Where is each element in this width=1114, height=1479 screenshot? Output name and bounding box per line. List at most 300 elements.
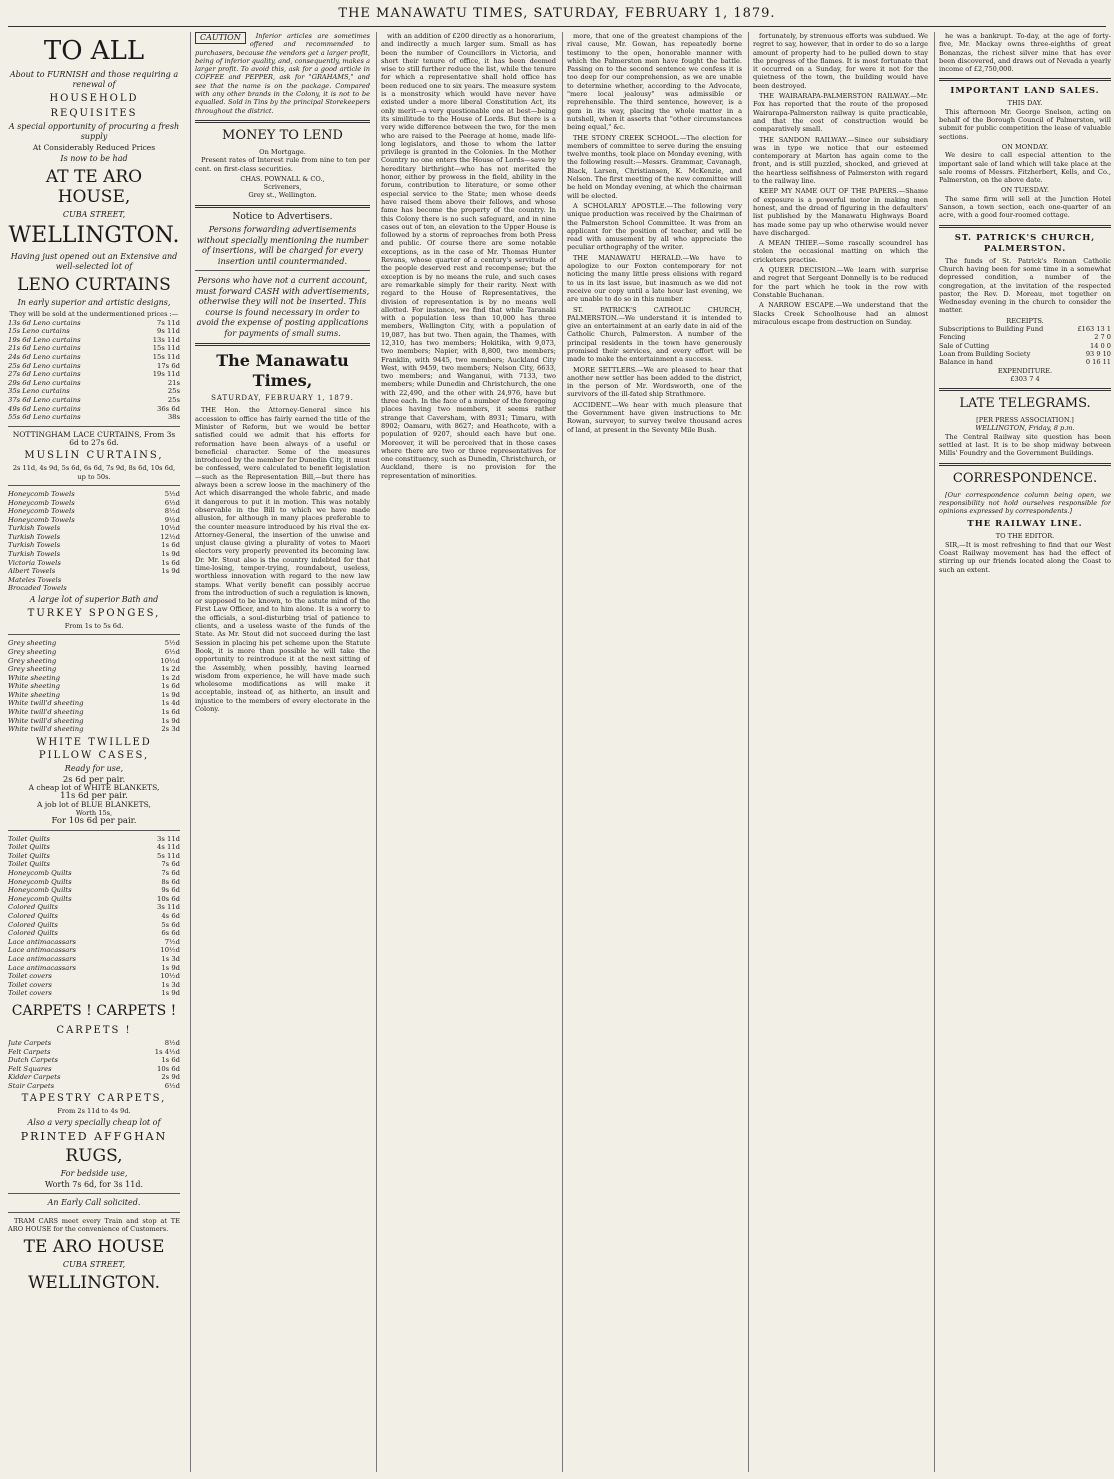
divider bbox=[8, 1212, 180, 1213]
caution-text: Inferior articles are sometimes offered and recommended to purchasers, because the vendors get a larger profit, being of inferior quality, and, consequently, makes a larger profit. To avoid this, ask for a good article in COFFEE and PEPPER, ask for "GRAHAMS," and see that the name is on the package. Compared with any other brands in the Colony, it is not to be equalled. Sold in Tins by the principal Storekeepers throughout the district. bbox=[195, 32, 370, 115]
ad-muslin: MUSLIN CURTAINS, bbox=[24, 450, 164, 462]
money-firm: CHAS. POWNALL & CO., bbox=[240, 174, 325, 183]
price-row bbox=[8, 499, 180, 508]
price-row bbox=[8, 699, 180, 708]
telegram-text: The Central Railway site question has been settled at last. It is to be shop midway between Mills' Foundry and the Government Buildings. bbox=[939, 432, 1111, 458]
price-item: Toilet covers bbox=[8, 989, 52, 998]
press-association: [PER PRESS ASSOCIATION.] bbox=[976, 416, 1074, 425]
price-row bbox=[8, 886, 180, 895]
price-value: 3s 11d bbox=[157, 903, 180, 912]
price-value: 93 9 10 bbox=[1085, 349, 1111, 358]
price-item: 15s Leno curtains bbox=[8, 327, 70, 336]
price-item: Honeycomb Towels bbox=[8, 498, 75, 507]
price-row bbox=[939, 333, 1111, 341]
price-item: Honeycomb Quilts bbox=[8, 886, 72, 895]
divider bbox=[195, 270, 370, 271]
price-row bbox=[939, 350, 1111, 358]
item-head: MORE SETTLERS. bbox=[573, 365, 637, 374]
price-value: 1s 2d bbox=[161, 673, 180, 682]
land-text-2: We desire to call especial attention to the important sale of land which will take place at the sale rooms of Messrs. Fitzherbert, Kells, and Co., Palmerston, on the above date. bbox=[939, 151, 1111, 185]
caution-badge: CAUTION bbox=[195, 32, 246, 44]
price-item: Turkish Towels bbox=[8, 541, 61, 550]
price-value: 5s 11d bbox=[157, 851, 180, 860]
price-value: 2s 3d bbox=[161, 725, 180, 734]
price-value: 3s 11d bbox=[157, 834, 180, 843]
price-item: Brocaded Towels bbox=[8, 584, 67, 593]
price-item: White twill'd sheeting bbox=[8, 708, 84, 717]
price-item: Felt Squares bbox=[8, 1064, 52, 1073]
price-row bbox=[8, 1056, 180, 1065]
price-row bbox=[8, 972, 180, 981]
item-text: —We have to apologize to our Foxton contemporary for not noticing the many little press elisions with regard to us in its last issue, but inasmuch as we did not receive our copy until a late hour last evening, we are unable to do so in this number. bbox=[567, 253, 742, 304]
price-row bbox=[8, 1039, 180, 1048]
price-value: 10s 6d bbox=[157, 894, 180, 903]
price-row bbox=[8, 912, 180, 921]
price-row bbox=[8, 657, 180, 666]
item-text: —We understand it is intended to give an entertainment at an early date in aid of the Catholic Church, Palmerston. A number of the principal residents in the town have generously promised their services, and every effort will be made to make the entertainment a success. bbox=[567, 313, 742, 364]
price-value: 8½d bbox=[164, 507, 180, 516]
price-row bbox=[8, 878, 180, 887]
price-item: Sale of Cutting bbox=[939, 341, 990, 350]
price-row bbox=[8, 860, 180, 869]
item-head: A MEAN THIEF. bbox=[759, 239, 819, 248]
price-value: 1s 9d bbox=[161, 963, 180, 972]
price-row bbox=[8, 1073, 180, 1082]
ad-about: About to FURNISH and those requiring a renewal of bbox=[9, 70, 179, 89]
price-row bbox=[8, 396, 180, 405]
land-this-day: THIS DAY. bbox=[1007, 99, 1043, 108]
notice-2: Persons who have not a current account, must forward CASH with advertisements, otherwise they will not be inserted. This course is found necessary in order to avoid the expense of posting applications for payments of small sums. bbox=[195, 275, 370, 338]
ad-tram: TRAM CARS meet every Train and stop at TE ARO HOUSE for the convenience of Customers. bbox=[8, 1217, 180, 1234]
item-head: KEEP MY NAME OUT OF THE PAPERS. bbox=[759, 187, 899, 196]
ad-afghan: PRINTED AFFGHAN bbox=[20, 1129, 168, 1143]
ad-blue: A job lot of BLUE BLANKETS, bbox=[37, 799, 151, 809]
price-value: 6½d bbox=[164, 1081, 180, 1090]
money-text: Present rates of Interest rule from nine to ten per cent. on first-class securities. bbox=[195, 156, 370, 173]
price-row bbox=[8, 387, 180, 396]
ad-afghan-pre: Also a very specially cheap lot of bbox=[27, 1117, 161, 1127]
ad-early: An Early Call solicited. bbox=[47, 1198, 141, 1208]
price-item: 13s 6d Leno curtains bbox=[8, 318, 81, 327]
price-row bbox=[8, 370, 180, 379]
price-item: Balance in hand bbox=[939, 358, 993, 367]
price-row bbox=[8, 336, 180, 345]
divider bbox=[939, 388, 1111, 391]
price-value: 9s 11d bbox=[157, 327, 180, 336]
ad-ready: Ready for use, bbox=[64, 763, 124, 773]
price-row bbox=[8, 869, 180, 878]
price-value: 1s 4½d bbox=[154, 1047, 180, 1056]
price-value: 10½d bbox=[160, 946, 180, 955]
price-row bbox=[8, 708, 180, 717]
price-row bbox=[8, 639, 180, 648]
price-item: Albert Towels bbox=[8, 567, 56, 576]
price-value: 21s bbox=[167, 378, 180, 387]
price-item: Lace antimacassars bbox=[8, 963, 77, 972]
price-value: 8½d bbox=[164, 1038, 180, 1047]
price-item: Grey sheeting bbox=[8, 647, 57, 656]
price-row bbox=[8, 895, 180, 904]
price-item: Honeycomb Towels bbox=[8, 489, 75, 498]
masthead: THE MANAWATU TIMES, SATURDAY, FEBRUARY 1, 1879. bbox=[338, 6, 776, 21]
divider bbox=[8, 634, 180, 635]
price-value: 15s 11d bbox=[152, 352, 180, 361]
item-text: —We are pleased to hear that another new settler has been added to the district, in the person of Mr. Wordsworth, one of the survivors of the ill-fated ship Strathmore. bbox=[567, 365, 742, 399]
divider bbox=[939, 78, 1111, 81]
price-row bbox=[8, 717, 180, 726]
price-row bbox=[8, 946, 180, 955]
price-item: Toilet Quilts bbox=[8, 843, 50, 852]
price-value: 10½d bbox=[160, 524, 180, 533]
ad-reduced: At Considerably Reduced Prices bbox=[32, 143, 156, 152]
price-row bbox=[8, 835, 180, 844]
ad-rugs: RUGS, bbox=[65, 1145, 123, 1166]
ad-tearo: TE ARO HOUSE bbox=[23, 1236, 165, 1257]
item-text: —We learn with surprise and regret that Sergeant Donnelly is to be reduced for the part which he took in the row with Constable Buchanan. bbox=[753, 266, 928, 299]
ad-household: HOUSEHOLD bbox=[49, 93, 139, 104]
ad-leno: LENO CURTAINS bbox=[17, 275, 171, 296]
money-scriveners: Scriveners, bbox=[263, 183, 302, 192]
price-row bbox=[8, 567, 180, 576]
price-value: 10½d bbox=[160, 972, 180, 981]
price-value: 1s 9d bbox=[161, 550, 180, 559]
leader-article: THE Hon. the Attorney-General since his accession to office has fairly earned the title of the Minister of Reform, but we would be better satisfied could we admit that his efforts for reformation have been always of a useful or beneficial character. Some of the measures introduced by the member for Dunedin City, it must be confessed, were calculated to benefit legislation—such as the Representation Bill,—but there has always been a screw loose in the machinery of the Act which disarranged the whole fabric, and made it dangerous to put it in motion. This was notably observable in the Bill to which we have made allusion, for although in many places preferable to the counter measure introduced by his rival the ex-Attorney-General, the insertion of the unwise and unjust clause giving a plurality of votes to Maori electors very properly prevented its becoming law. Dr. Mr. Stout also is the country indebted for that time-losing, temper-trying, roundabout, useless, worthless innovation with regard to the new law stamps. What verily benefit can possibly accrue from the introduction of such a regulation is known, or supposed to be known, to the astute mind of the First Law Officer, and to him alone. It is a worry to the officials, a soul-disturbing trial of patience to clients, and a useless waste of the funds of the State. As Mr. Stout did not succeed during the last Session in placing his pet scheme upon the Statute Book, it is more than possible he will take the opportunity to reintroduce it at the next sitting of the Assembly, when possibly, having learned wisdom from experience, he will have made such wholesome modifications as will make it acceptable, instead of, as hitherto, an insult and injustice to the members of every electorate in the Colony. bbox=[195, 406, 370, 714]
price-value: 25s bbox=[167, 387, 180, 396]
price-row bbox=[8, 691, 180, 700]
divider bbox=[195, 120, 370, 123]
price-row bbox=[8, 674, 180, 683]
price-item: Colored Quilts bbox=[8, 920, 58, 929]
price-item: Felt Carpets bbox=[8, 1047, 51, 1056]
price-value: 1s 9d bbox=[161, 567, 180, 576]
price-row bbox=[8, 353, 180, 362]
ad-cuba2: CUBA STREET, bbox=[62, 1259, 126, 1269]
ad-cuba: CUBA STREET, bbox=[62, 210, 126, 220]
price-item: 29s 6d Leno curtains bbox=[8, 378, 81, 387]
quilt-price-list bbox=[8, 835, 180, 998]
divider bbox=[939, 463, 1111, 466]
price-item: Kidder Carpets bbox=[8, 1073, 61, 1082]
price-value: 36s 6d bbox=[157, 404, 180, 413]
price-row bbox=[8, 507, 180, 516]
item-head: ACCIDENT. bbox=[573, 400, 612, 409]
price-item: Stair Carpets bbox=[8, 1081, 55, 1090]
price-value: 5½d bbox=[164, 489, 180, 498]
price-row bbox=[8, 550, 180, 559]
item-text: —We understand that the Slacks Creek Schoolhouse had an almost miraculous escape from destruction on Sunday. bbox=[753, 301, 928, 326]
price-value: 17s 6d bbox=[157, 361, 180, 370]
paper-title: The Manawatu Times, bbox=[216, 351, 349, 391]
price-value: 0 16 11 bbox=[1085, 358, 1111, 367]
ad-tapestry: TAPESTRY CARPETS, bbox=[21, 1093, 167, 1105]
price-row bbox=[8, 921, 180, 930]
ad-muslin-prices: 2s 11d, 4s 9d, 5s 6d, 6s 6d, 7s 9d, 8s 6d, 10s 6d, up to 50s. bbox=[12, 464, 176, 481]
price-value: 1s 3d bbox=[161, 954, 180, 963]
masthead-rule bbox=[8, 26, 1106, 27]
ad-wellington2: WELLINGTON. bbox=[27, 1272, 161, 1293]
railway-head: THE RAILWAY LINE. bbox=[967, 519, 1083, 530]
land-monday: ON MONDAY. bbox=[1001, 142, 1049, 151]
price-item: Toilet covers bbox=[8, 972, 52, 981]
price-row bbox=[8, 584, 180, 593]
price-value: 1s 9d bbox=[161, 690, 180, 699]
divider bbox=[939, 225, 1111, 228]
column-6 bbox=[934, 32, 1111, 1472]
item-head: THE MANAWATU HERALD. bbox=[573, 253, 683, 262]
price-value: 1s 6d bbox=[161, 558, 180, 567]
price-item: 21s 6d Leno curtains bbox=[8, 344, 81, 353]
money-head: MONEY TO LEND bbox=[222, 127, 343, 143]
price-item: Lace antimacassars bbox=[8, 937, 77, 946]
to-the-editor: TO THE EDITOR. bbox=[995, 532, 1055, 541]
price-item: Victoria Towels bbox=[8, 558, 61, 567]
price-item: Honeycomb Towels bbox=[8, 515, 75, 524]
price-row bbox=[8, 1082, 180, 1091]
price-item: Honeycomb Towels bbox=[8, 507, 75, 516]
article-text: fortunately, by strenuous efforts was subdued. We regret to say, however, that in order to do so a large amount of property had to be pulled down to stay the progress of the flames. It is most fortunate that it occurred on a Sunday, for were it not for the quietness of the town, the building would have been destroyed. bbox=[753, 32, 928, 90]
price-row bbox=[8, 576, 180, 585]
divider bbox=[195, 343, 370, 346]
article-text: with an addition of £200 directly as a honorarium, and indirectly a much larger sum. Small as has been the number of Councillors in Victoria, and short their tenure of office, it has been deemed wise to still further reduce the list, while the tenure for which a representative shall hold office has been reduced one to six years. The measure system is a monstrosity which would have never have existed under a more liberal Constitution Act, its only merit—a very questionable one at best—being its similitude to the House of Lords. But there is a very wide difference between the two, for the men who are raised to the Peerage at home, made life-long legislators, and those to whom the latter privilege is granted in the Colonies. In the Mother Country no one enters the House of Lords—save by hereditary birthright—who has not merited the honor, either by prowess in the field, ability in the forum, contribution to literature, or some other especial service to the State; men whose deeds have raised them above their fellows, and whose fame has become the property of the country. In this Colony there is no such safeguard, and in nine cases out of ten, an elevation to the Upper House is followed by a storm of reproaches from both Press and public. Of course there are some notable exceptions, as in the case of Mr. Thomas Hunter Revans, whose quarter of a century's servitude of the people deserved rest and recompense; but the exception is by no means the rule, and such cases are remarkable simply for their rarity. Next with regard to the House of Representatives, the division of representation is by no means well allotted. For instance, we find that while Taranaki with a population less than 10,000 has three members, Wellington City, with a population of 19,087, has but two. Then again, the Thames, with 12,310, has two members; Hokitika, with 9,073, two members; Napier, with 8,800, two members; Franklin, with 9445, two members; Auckland City West, with 9459, two members; Nelson City, 6633, two members; and Wanganui, with 7133, two members; while Dunedin and Christchurch, the one with 22,490, and the other with 24,976, have but three each. In the face of a number of the foregoing places having two members, it seems rather strange that Caversham, with 8931; Timaru, with 8902; Oamaru, with 8627; and Heathcote, with a population of 9207, should each have but one. Moreover, it will be perceived that in those cases where there are two or three representatives for one constituency, such as Dunedin, Christchurch, or Auckland, there is no provision for the representation of minorities. bbox=[381, 32, 556, 480]
receipts-head: RECEIPTS. bbox=[1006, 316, 1044, 325]
ad-worth: Worth 15s, bbox=[75, 809, 113, 818]
item-head: A SCHOLARLY APOSTLE. bbox=[573, 201, 667, 210]
ad-sold: They will be sold at the undermentioned prices :— bbox=[9, 310, 179, 319]
item-text: —Shame of exposure is a powerful motor in making men honest, and the dread of figuring in the defaulters' list published by the Manawatu Highways Board has made some pay up who otherwise would never have discharged. bbox=[753, 187, 928, 237]
money-mortgage: On Mortgage. bbox=[259, 147, 306, 156]
price-value: 1s 9d bbox=[161, 716, 180, 725]
price-value: 4s 6d bbox=[161, 911, 180, 920]
correspondence-note: [Our correspondence column being open, we responsibility not hold ourselves responsible for opinions expressed by correspondents.] bbox=[939, 490, 1111, 516]
land-sales-head: IMPORTANT LAND SALES. bbox=[950, 86, 1100, 97]
price-item: 19s 6d Leno curtains bbox=[8, 335, 81, 344]
telegram-dateline: WELLINGTON, Friday, 8 p.m. bbox=[975, 424, 1075, 433]
price-row bbox=[8, 964, 180, 973]
price-row bbox=[8, 327, 180, 336]
price-item: Lace antimacassars bbox=[8, 946, 77, 955]
price-row bbox=[8, 981, 180, 990]
price-row bbox=[8, 413, 180, 422]
price-item: Honeycomb Quilts bbox=[8, 894, 72, 903]
price-item: 35s Leno curtains bbox=[8, 387, 70, 396]
ad-tapestry-price: From 2s 11d to 4s 9d. bbox=[57, 1107, 131, 1116]
notice-head: Notice to Advertisers. bbox=[232, 211, 333, 222]
towel-price-list bbox=[8, 490, 180, 593]
price-item: Toilet covers bbox=[8, 980, 52, 989]
column-2 bbox=[190, 32, 370, 1472]
accounts-total: £303 7 4 bbox=[1010, 374, 1040, 383]
ad-pillow-price: 2s 6d per pair. bbox=[62, 774, 126, 785]
item-text: —Since our subsidiary was in type we notice that our esteemed contemporary at Marton has again come to the front, and is still puzzled, shocked, and grieved at the heartless selfishness of Palmerston with regard to the railway line. bbox=[753, 135, 928, 186]
price-row bbox=[8, 1048, 180, 1057]
ad-now: Is now to be had bbox=[60, 154, 128, 164]
ad-blue-price: For 10s 6d per pair. bbox=[51, 816, 137, 827]
price-item: Mateles Towels bbox=[8, 575, 62, 584]
price-item: Grey sheeting bbox=[8, 665, 57, 674]
price-value: 6½d bbox=[164, 647, 180, 656]
price-value: 10s 6d bbox=[157, 1064, 180, 1073]
ad-bath: A large lot of superior Bath and bbox=[29, 595, 159, 605]
item-text: —The election for members of committee to serve during the ensuing twelve months, took place on Monday evening, with the following result:—Messrs. Grammar, Cavanagh, Black, Larsen, Christiansen, K. McKenzie, and Nelson. The first meeting of the new committee will be held on Monday evening, at which the chairman will be elected. bbox=[567, 133, 742, 200]
price-row bbox=[8, 648, 180, 657]
article-text: he was a bankrupt. To-day, at the age of forty-five, Mr. Mackay owns three-eighths of great Bonanzas, the richest silver mine that has ever been discovered, and draws out of Nevada a yearly income of £2,750,000. bbox=[939, 32, 1111, 74]
price-row bbox=[8, 541, 180, 550]
price-value: 25s bbox=[167, 395, 180, 404]
price-value: 1s 6d bbox=[161, 682, 180, 691]
price-value: 6s 6d bbox=[161, 929, 180, 938]
divider bbox=[8, 426, 180, 427]
price-row bbox=[8, 665, 180, 674]
church-head: ST. PATRICK'S CHURCH, PALMERSTON. bbox=[954, 232, 1096, 254]
item-head: THE STONY CREEK SCHOOL. bbox=[573, 133, 680, 142]
divider bbox=[8, 1193, 180, 1194]
church-accounts bbox=[939, 325, 1111, 366]
expenditure-head: EXPENDITURE. bbox=[997, 366, 1053, 375]
ad-sponges: TURKEY SPONGES, bbox=[27, 608, 161, 620]
price-row bbox=[8, 955, 180, 964]
notice-1: Persons forwarding advertisements without specially mentioning the number of insertions, will be charged for every insertion until countermanded. bbox=[196, 224, 369, 266]
price-row bbox=[8, 524, 180, 533]
price-value: 5s 6d bbox=[161, 920, 180, 929]
price-item: Colored Quilts bbox=[8, 903, 58, 912]
price-value: 6½d bbox=[164, 498, 180, 507]
carpet-price-list bbox=[8, 1039, 180, 1091]
price-row bbox=[8, 362, 180, 371]
ad-blankets-price: 11s 6d per pair. bbox=[60, 791, 128, 802]
price-item: 27s 6d Leno curtains bbox=[8, 370, 81, 379]
price-value: 13s 11d bbox=[152, 335, 180, 344]
price-value: 1s 6d bbox=[161, 708, 180, 717]
price-value: 4s 11d bbox=[157, 843, 180, 852]
price-row bbox=[939, 342, 1111, 350]
item-head: THE WAIRARAPA-PALMERSTON RAILWAY. bbox=[759, 92, 911, 101]
ad-rugs-price: Worth 7s 6d, for 3s 11d. bbox=[45, 1179, 143, 1189]
price-row bbox=[8, 490, 180, 499]
ad-blankets: A cheap lot of WHITE BLANKETS, bbox=[28, 783, 160, 793]
price-value: 12½d bbox=[160, 532, 180, 541]
price-item: White sheeting bbox=[8, 682, 60, 691]
price-item: Turkish Towels bbox=[8, 524, 61, 533]
price-value: £163 13 1 bbox=[1077, 325, 1111, 334]
price-row bbox=[8, 344, 180, 353]
price-value: 15s 11d bbox=[152, 344, 180, 353]
price-row bbox=[8, 903, 180, 912]
ad-leno-sub: In early superior and artistic designs, bbox=[17, 298, 171, 308]
price-row bbox=[8, 319, 180, 328]
price-item: 25s 6d Leno curtains bbox=[8, 361, 81, 370]
price-item: Loan from Building Society bbox=[939, 349, 1031, 358]
ad-aro: AT TE ARO HOUSE, bbox=[45, 167, 143, 208]
ad-nottingham: NOTTINGHAM LACE CURTAINS, From 3s 6d to 27s 6d. bbox=[12, 429, 176, 448]
correspondence-head: CORRESPONDENCE. bbox=[952, 470, 1098, 486]
price-item: Toilet Quilts bbox=[8, 851, 50, 860]
price-row bbox=[939, 358, 1111, 366]
price-value: 1s 4d bbox=[161, 699, 180, 708]
price-value: 1s 6d bbox=[161, 1056, 180, 1065]
item-text: —The following very unique production was received by the Chairman of the Palmerston School Committee. It was from an applicant for the position of teacher, and will be read with amusement by all who appreciate the peculiar orthography of the writer. bbox=[567, 201, 742, 252]
price-value: 2s 9d bbox=[161, 1073, 180, 1082]
price-item: 24s 6d Leno curtains bbox=[8, 352, 81, 361]
price-item: Fencing bbox=[939, 333, 966, 342]
price-value: 8s 6d bbox=[161, 877, 180, 886]
price-item: 55s 6d Leno curtains bbox=[8, 413, 81, 422]
ad-carpets: CARPETS ! CARPETS ! bbox=[11, 1002, 177, 1019]
article-text: more, that one of the greatest champions of the rival cause, Mr. Gowan, has repeatedly borne testimony to the open, honorable manner with which the Palmerston men have fought the battle. Passing on to the second sentence we confess it is too deep for our comprehension, as we are unable to determine whether, according to the Advocate, "mere local jealousy" was admissible or reprehensible. The third sentence, however, is a gem in its way, placing the whole matter in a nutshell, when it asserts that "other circumstances being equal," &c. bbox=[567, 32, 742, 132]
ad-sponges-price: From 1s to 5s 6d. bbox=[64, 622, 124, 631]
price-value: 10½d bbox=[160, 656, 180, 665]
curtain-price-list bbox=[8, 319, 180, 422]
price-row bbox=[8, 533, 180, 542]
price-item: Lace antimacassars bbox=[8, 954, 77, 963]
price-row bbox=[8, 1065, 180, 1074]
price-item: 37s 6d Leno curtains bbox=[8, 395, 81, 404]
price-row bbox=[8, 989, 180, 998]
item-head: A QUEER DECISION. bbox=[759, 266, 837, 275]
price-item: White twill'd sheeting bbox=[8, 716, 84, 725]
item-head: A NARROW ESCAPE. bbox=[759, 301, 836, 310]
price-value: 19s 11d bbox=[152, 370, 180, 379]
price-item: Jute Carpets bbox=[8, 1038, 52, 1047]
ad-bedside: For bedside use, bbox=[60, 1168, 128, 1178]
price-item: Subscriptions to Building Fund bbox=[939, 325, 1044, 334]
price-item: Grey sheeting bbox=[8, 639, 57, 648]
price-item: Honeycomb Quilts bbox=[8, 877, 72, 886]
ad-pillow: WHITE TWILLED PILLOW CASES, bbox=[36, 736, 152, 761]
price-item: Turkish Towels bbox=[8, 550, 61, 559]
ad-carpets2: CARPETS ! bbox=[56, 1024, 132, 1036]
price-item: White sheeting bbox=[8, 690, 60, 699]
divider bbox=[8, 830, 180, 831]
price-value: 14 0 0 bbox=[1090, 341, 1111, 350]
price-value: 1s 9d bbox=[161, 989, 180, 998]
price-item: Turkish Towels bbox=[8, 532, 61, 541]
price-item: White twill'd sheeting bbox=[8, 699, 84, 708]
price-value: 1s 2d bbox=[161, 665, 180, 674]
price-row bbox=[8, 852, 180, 861]
price-value: 2 7 0 bbox=[1094, 333, 1111, 342]
price-item: Honeycomb Quilts bbox=[8, 869, 72, 878]
price-item: White twill'd sheeting bbox=[8, 725, 84, 734]
price-item: Colored Quilts bbox=[8, 929, 58, 938]
item-text: —We hear with much pleasure that the Government have given instructions to Mr. Rowan, surveyor, to survey twelve thousand acres of land, at present in the Seventy Mile Bush. bbox=[567, 400, 742, 434]
price-row bbox=[8, 559, 180, 568]
money-grey: Grey st., Wellington. bbox=[248, 191, 317, 200]
price-value: 1s 3d bbox=[161, 980, 180, 989]
price-row bbox=[8, 682, 180, 691]
price-value: 7s 6d bbox=[161, 860, 180, 869]
price-row bbox=[8, 379, 180, 388]
price-row bbox=[8, 516, 180, 525]
price-value: 38s bbox=[167, 413, 180, 422]
ad-headline: TO ALL bbox=[43, 36, 145, 66]
ad-having: Having just opened out an Extensive and well-selected lot of bbox=[10, 252, 178, 272]
land-tuesday: ON TUESDAY. bbox=[1001, 186, 1049, 195]
price-row bbox=[939, 325, 1111, 333]
item-head: ST. PATRICK'S CATHOLIC CHURCH, PALMERSTON. bbox=[567, 305, 742, 322]
price-value: 7s 6d bbox=[161, 869, 180, 878]
divider bbox=[8, 485, 180, 486]
price-item: Toilet Quilts bbox=[8, 834, 50, 843]
item-text: —Some rascally scoundrel has stolen the occasional matting on which the cricketers practise. bbox=[753, 239, 928, 264]
land-text-3: The same firm will sell at the Junction Hotel Sanson, a town section, each one-quarter of an acre, with a good four-roomed cottage. bbox=[939, 194, 1111, 220]
column-4 bbox=[562, 32, 742, 1472]
price-row bbox=[8, 843, 180, 852]
ad-special: A special opportunity of procuring a fresh supply bbox=[8, 122, 180, 141]
price-row bbox=[8, 938, 180, 947]
church-text: The funds of St. Patrick's Roman Catholic Church having been for some time in a somewhat depressed condition, a number of the congregation, at the invitation of the respected pastor, the Rev. D. Moreau, met together on Wednesday evening in the church to consider the matter. bbox=[939, 256, 1111, 315]
ad-wellington: WELLINGTON. bbox=[8, 223, 180, 249]
item-head: THE SANDON RAILWAY. bbox=[759, 135, 848, 144]
